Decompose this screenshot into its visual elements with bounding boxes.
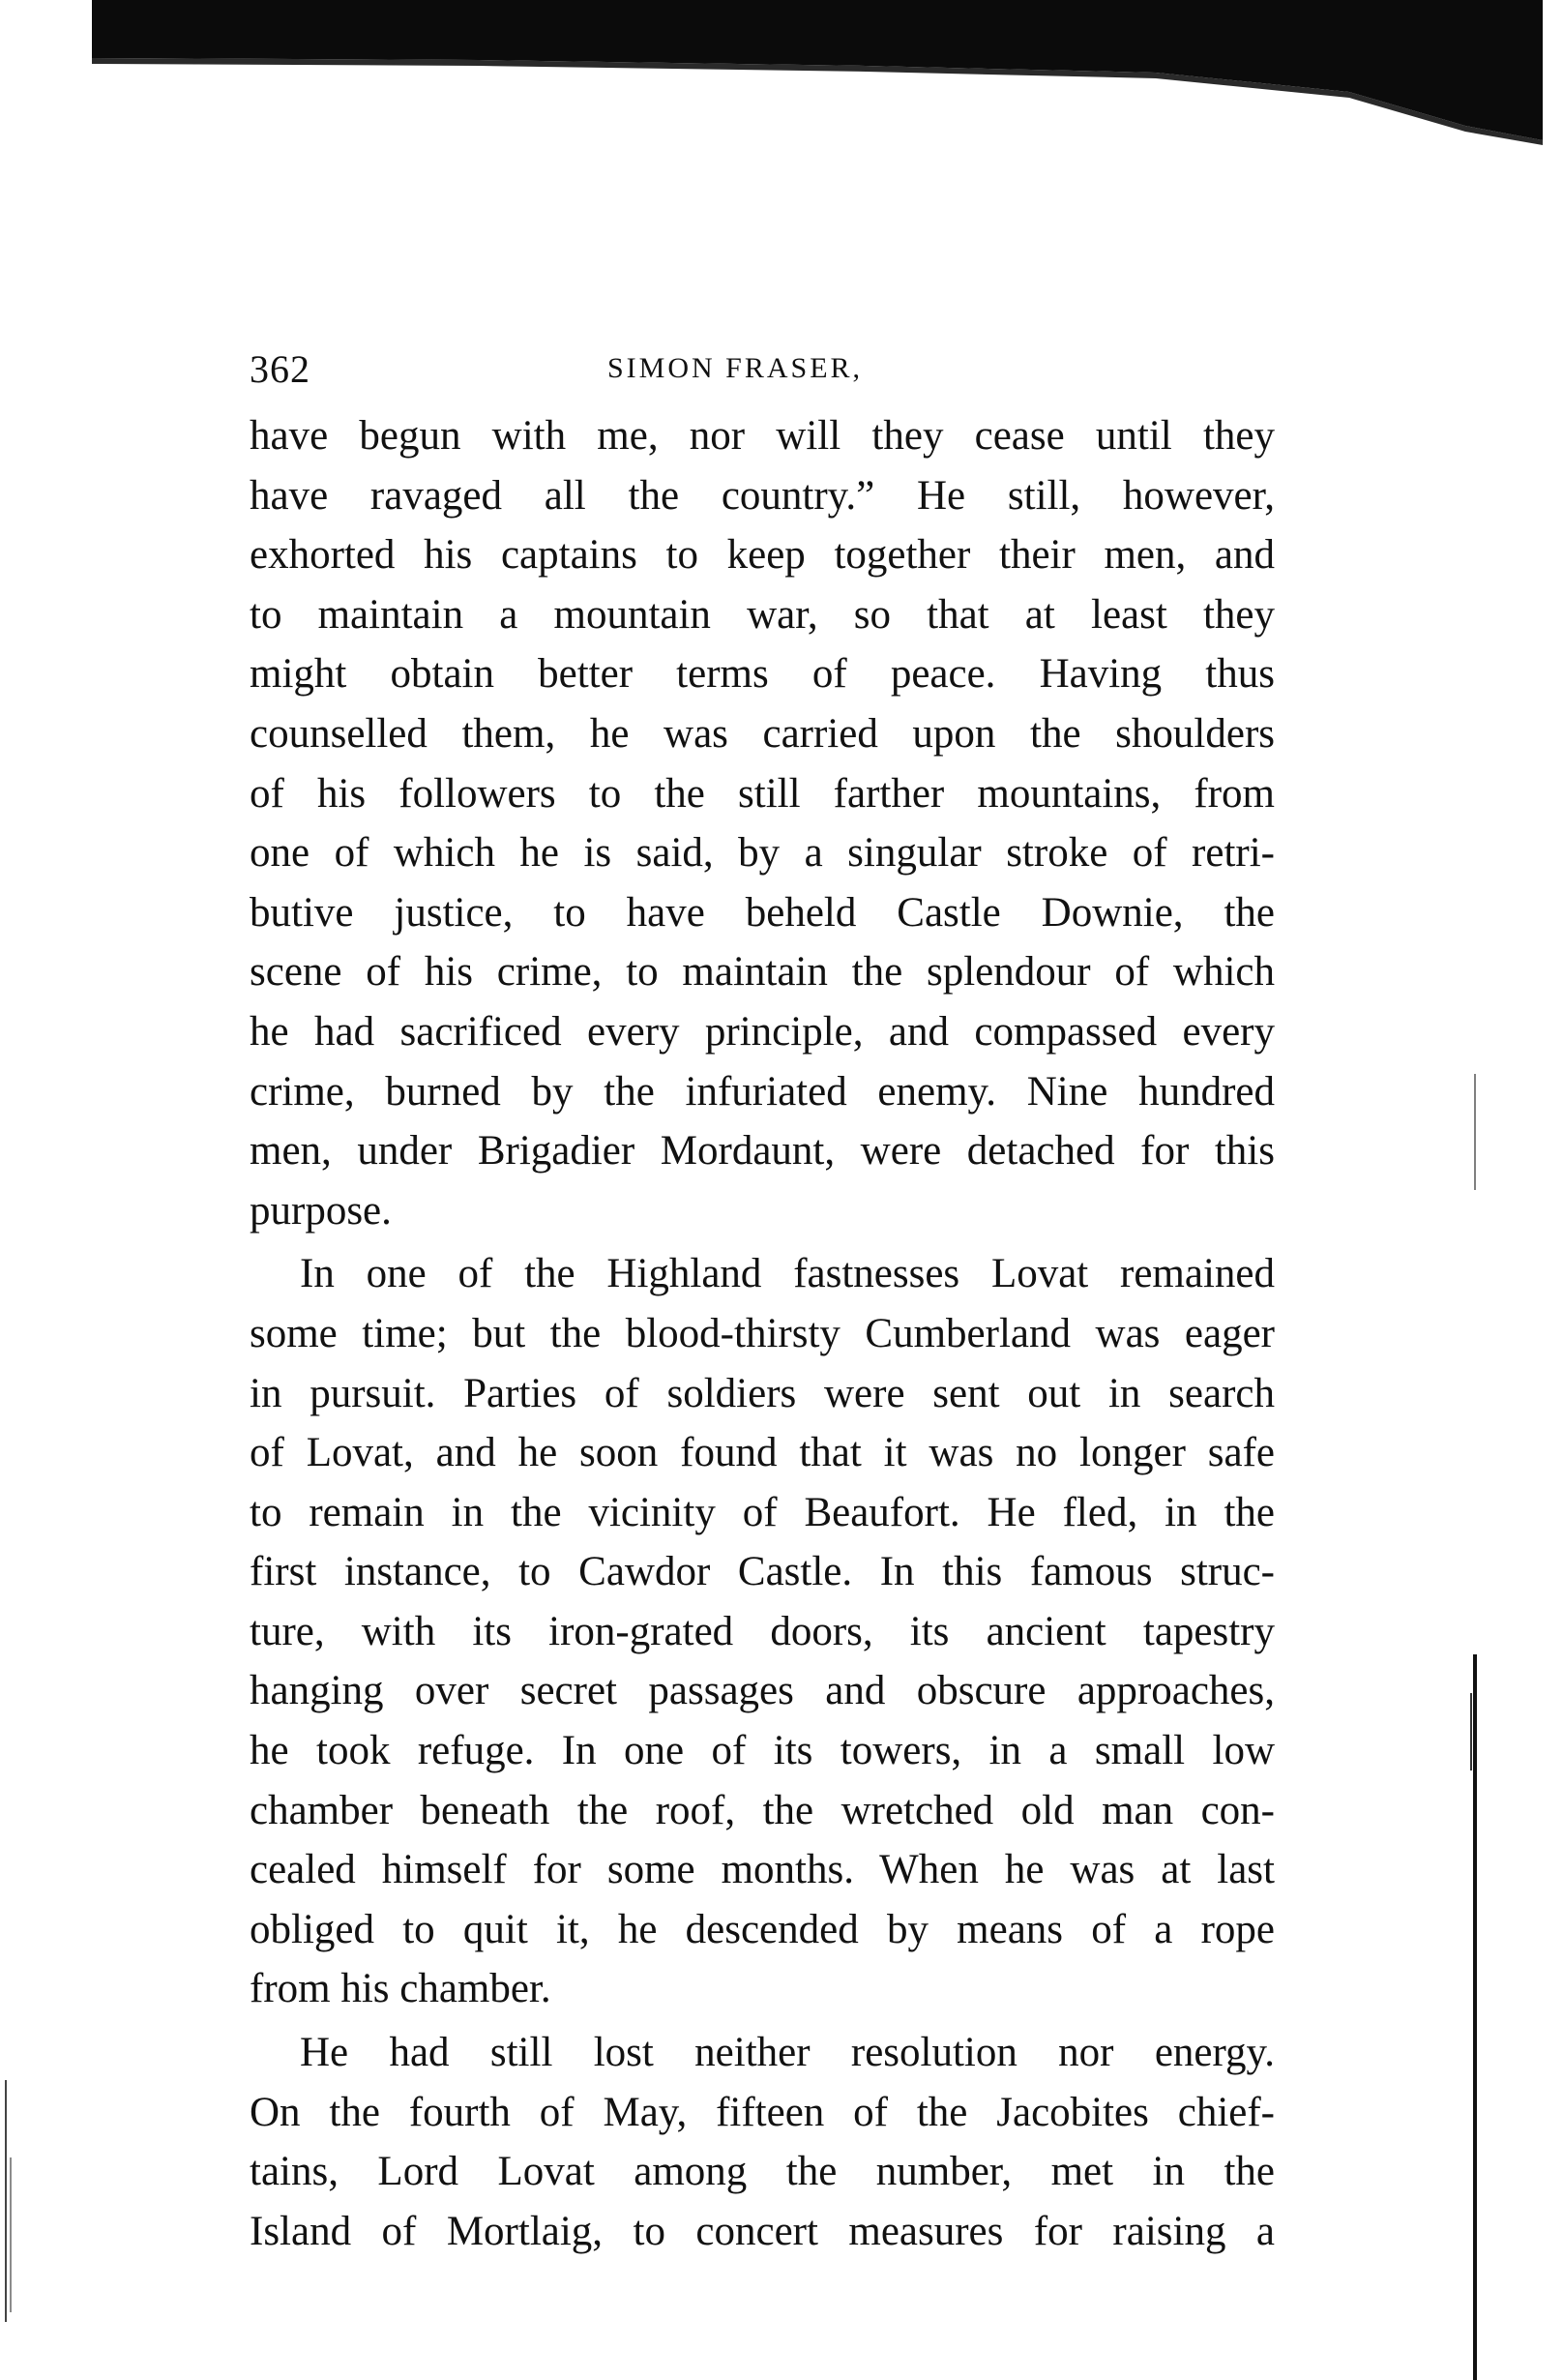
body-text (250, 406, 1275, 2261)
text-line: in pursuit. Parties of soldiers were sent out in search (250, 1370, 1275, 1416)
text-line: counselled them, he was carried upon the shoulders (250, 710, 1275, 757)
text-line: Island of Mortlaig, to concert measures for raising a (250, 2208, 1275, 2254)
scan-right-edge-line (1467, 1074, 1481, 2380)
text-line: ture, with its iron-grated doors, its ancient tapestry (250, 1608, 1275, 1654)
running-title: SIMON FRASER, (607, 352, 864, 384)
text-line: might obtain better terms of peace. Having thus (250, 651, 1275, 698)
text-line: he took refuge. In one of its towers, in a small low (250, 1728, 1275, 1774)
book-page (250, 339, 1275, 2261)
paragraph-2 (250, 1244, 1275, 2019)
text-line: have begun with me, nor will they cease until they (250, 413, 1275, 459)
text-line: some time; but the blood-thirsty Cumberland was eager (250, 1310, 1275, 1356)
text-line: In one of the Highland fastnesses Lovat remained (300, 1251, 1275, 1297)
scan-top-bar (92, 0, 1543, 145)
text-line: have ravaged all the country.” He still, however, (250, 472, 1275, 519)
text-line: butive justice, to have beheld Castle Downie, the (250, 889, 1275, 936)
text-line: of Lovat, and he soon found that it was no longer safe (250, 1430, 1275, 1476)
page-number: 362 (250, 347, 310, 391)
text-line: he had sacrificed every principle, and compassed every (250, 1008, 1275, 1055)
text-line: crime, burned by the infuriated enemy. Nine hundred (250, 1068, 1275, 1115)
text-line: chamber beneath the roof, the wretched old man con- (250, 1787, 1275, 1833)
scan-left-edge-line (0, 2080, 19, 2322)
text-line: from his chamber. (250, 1966, 551, 2012)
text-line: tains, Lord Lovat among the number, met in the (250, 2149, 1275, 2195)
text-line: purpose. (250, 1187, 392, 1234)
text-line: exhorted his captains to keep together their men, and (250, 532, 1275, 579)
text-line: obliged to quit it, he descended by means of a rope (250, 1906, 1275, 1952)
text-line: of his followers to the still farther mountains, from (250, 770, 1275, 817)
text-line: to remain in the vicinity of Beaufort. He fled, in the (250, 1489, 1275, 1535)
text-line: cealed himself for some months. When he was at last (250, 1847, 1275, 1893)
paragraph-1 (250, 406, 1275, 1240)
text-line: one of which he is said, by a singular stroke of retri- (250, 830, 1275, 877)
text-line: hanging over secret passages and obscure approaches, (250, 1668, 1275, 1714)
text-line: He had still lost neither resolution nor energy. (300, 2030, 1275, 2076)
text-line: men, under Brigadier Mordaunt, were detached for this (250, 1128, 1275, 1175)
text-line: first instance, to Cawdor Castle. In this famous struc- (250, 1549, 1275, 1595)
text-line: scene of his crime, to maintain the splendour of which (250, 949, 1275, 996)
running-head (250, 339, 1275, 406)
text-line: to maintain a mountain war, so that at least they (250, 591, 1275, 638)
text-line: On the fourth of May, fifteen of the Jacobites chief- (250, 2089, 1275, 2135)
paragraph-3 (250, 2023, 1275, 2261)
